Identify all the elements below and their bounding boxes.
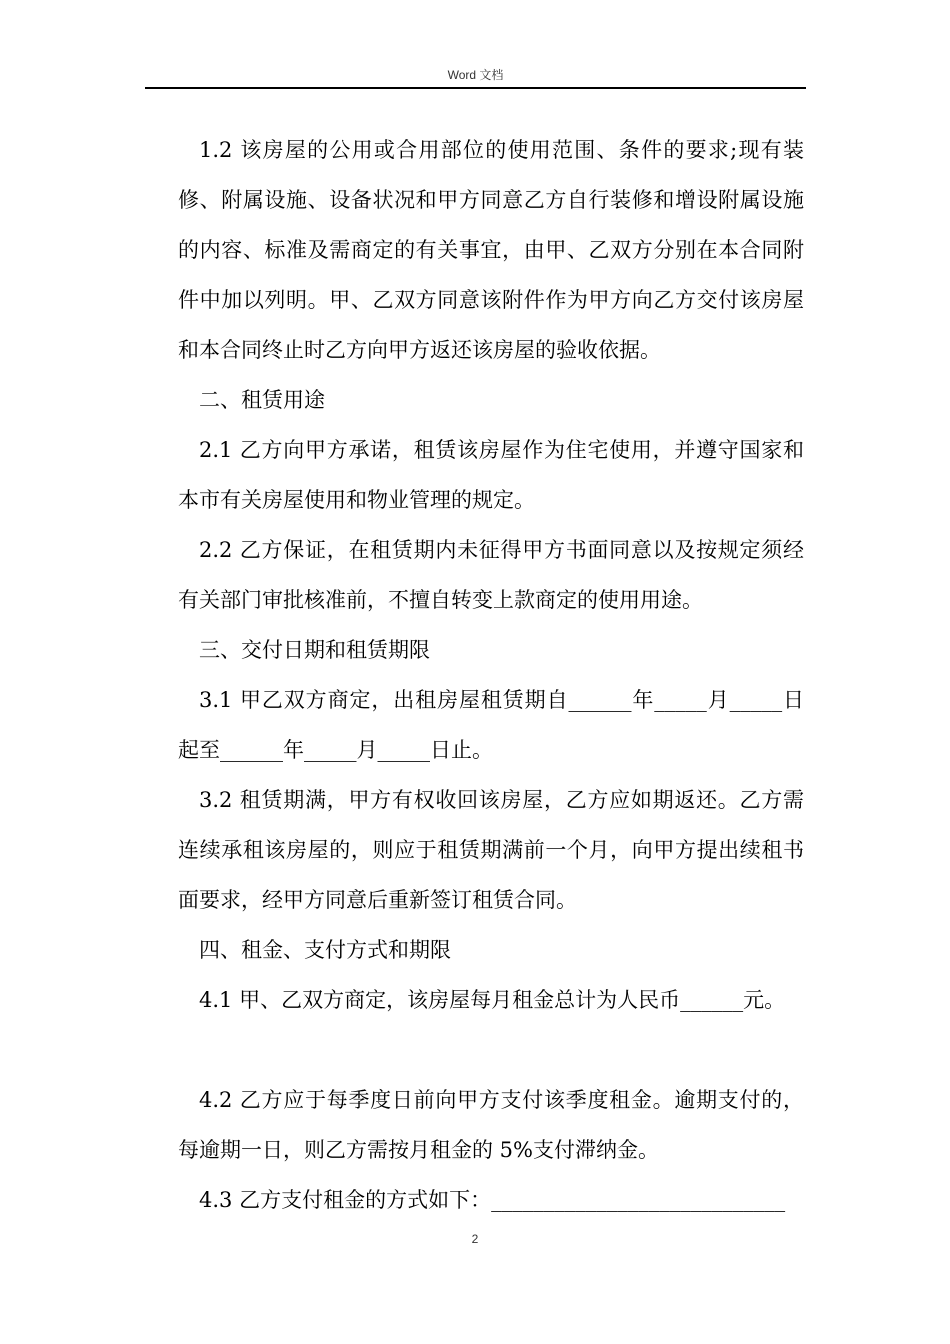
clause-3-1: 3.1 甲乙双方商定，出租房屋租赁期自______年_____月_____日起至______年_____月_____日止。 [178,688,804,762]
clause-4-3: 4.3 乙方支付租金的方式如下：____________________________ [199,1188,786,1212]
document-body [178,125,804,1225]
section-heading-2: 二、租赁用途 [199,388,325,412]
page-number: 2 [471,1232,479,1246]
page-header: Word 文档 [447,68,504,82]
clause-1-2: 1.2 该房屋的公用或合用部位的使用范围、条件的要求;现有装修、附属设施、设备状况和甲方同意乙方自行装修和增设附属设施的内容、标准及需商定的有关事宜，由甲、乙双方分别在本合同附件中加以列明。甲、乙双方同意该附件作为甲方向乙方交付该房屋和本合同终止时乙方向甲方返还该房屋的验收依据。 [178,138,804,362]
clause-2-1: 2.1 乙方向甲方承诺，租赁该房屋作为住宅使用，并遵守国家和本市有关房屋使用和物业管理的规定。 [178,438,804,512]
clause-4-2: 4.2 乙方应于每季度日前向甲方支付该季度租金。逾期支付的，每逾期一日，则乙方需按月租金的 5%支付滞纳金。 [178,1088,804,1162]
clause-4-1: 4.1 甲、乙双方商定，该房屋每月租金总计为人民币______元。 [199,988,786,1012]
clause-2-2: 2.2 乙方保证，在租赁期内未征得甲方书面同意以及按规定须经有关部门审批核准前，不擅自转变上款商定的使用用途。 [178,538,804,612]
section-heading-4: 四、租金、支付方式和期限 [199,938,451,962]
header-divider [145,87,806,89]
section-heading-3: 三、交付日期和租赁期限 [199,638,430,662]
clause-3-2: 3.2 租赁期满，甲方有权收回该房屋，乙方应如期返还。乙方需连续承租该房屋的，则应于租赁期满前一个月，向甲方提出续租书面要求，经甲方同意后重新签订租赁合同。 [178,788,804,912]
